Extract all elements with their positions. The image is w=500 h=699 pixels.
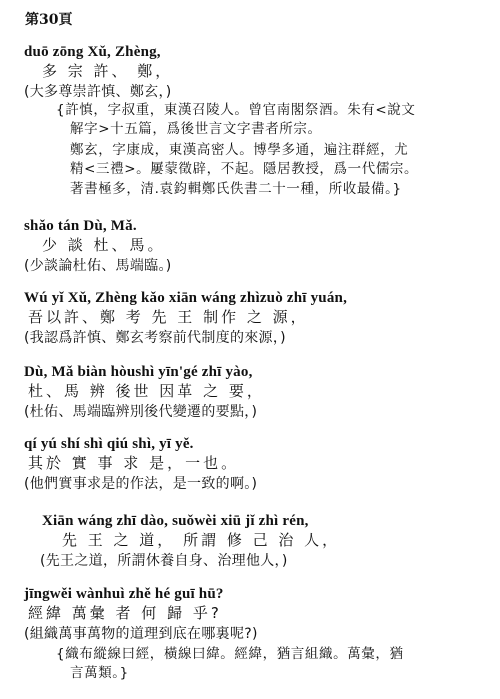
pinyin-line: shǎo tán Dù, Mǎ.	[24, 218, 137, 234]
translation-line: (組織萬事萬物的道理到底在哪裏呢?)	[24, 626, 258, 642]
note-line: 精<三禮>。屢蒙徵辟，不起。隱居教授，爲一代儒宗。	[70, 161, 419, 177]
translation-line: (先王之道，所謂休養自身、治理他人，)	[40, 553, 288, 569]
pinyin-line: Xiān wáng zhī dào, suǒwèi xiū jǐ zhì rén,	[42, 513, 309, 529]
note-line: 言萬類。}	[70, 665, 129, 681]
translation-line: (大多尊崇許慎、鄭玄，)	[24, 84, 172, 100]
note-line: 著書極多，清.袁鈞輯鄭氏佚書二十一種，所收最備。}	[70, 181, 402, 197]
pinyin-line: jīngwěi wànhuì zhě hé guī hū?	[24, 586, 224, 602]
note-line: {織布縱線曰經，橫線曰緯。經緯，猶言組織。萬彙，猶	[56, 646, 404, 662]
note-line: 鄭玄，字康成，東漢高密人。博學多通，遍注群經，尤	[70, 142, 409, 158]
chinese-line: 其於 實 事 求 是，一也。	[28, 454, 240, 472]
pinyin-line: Wú yǐ Xǔ, Zhèng kǎo xiān wáng zhìzuò zhī yuán,	[24, 290, 348, 306]
page-header: 第30頁	[25, 12, 73, 28]
chinese-line: 經緯 萬彙 者 何 歸 乎?	[28, 604, 222, 622]
translation-line: (他們實事求是的作法，是一致的啊。)	[24, 476, 258, 492]
chinese-line: 吾以許、鄭 考 先 王 制作 之 源，	[28, 308, 309, 326]
chinese-line: 杜、馬 辨 後世 因革 之 要，	[28, 382, 265, 400]
chinese-line: 少 談 杜、馬。	[42, 236, 166, 254]
pinyin-line: duō zōng Xǔ, Zhèng,	[24, 44, 161, 60]
pinyin-line: Dù, Mǎ biàn hòushì yīn'gé zhī yào,	[24, 364, 253, 380]
pinyin-line: qí yú shí shì qiú shì, yī yě.	[24, 436, 194, 452]
translation-line: (少談論杜佑、馬端臨。)	[24, 258, 172, 274]
chinese-line: 多 宗 許、 鄭，	[42, 62, 174, 80]
note-line: 解字>十五篇，爲後世言文字書者所宗。	[70, 121, 322, 137]
note-line: {許慎，字叔重，東漢召陵人。曾官南閣祭酒。朱有<說文	[56, 102, 416, 118]
chinese-line: 先 王 之 道， 所謂 修 己 治 人，	[62, 531, 341, 549]
translation-line: (我認爲許慎、鄭玄考察前代制度的來源，)	[24, 330, 286, 346]
translation-line: (杜佑、馬端臨辨別後代變遷的要點，)	[24, 404, 258, 420]
